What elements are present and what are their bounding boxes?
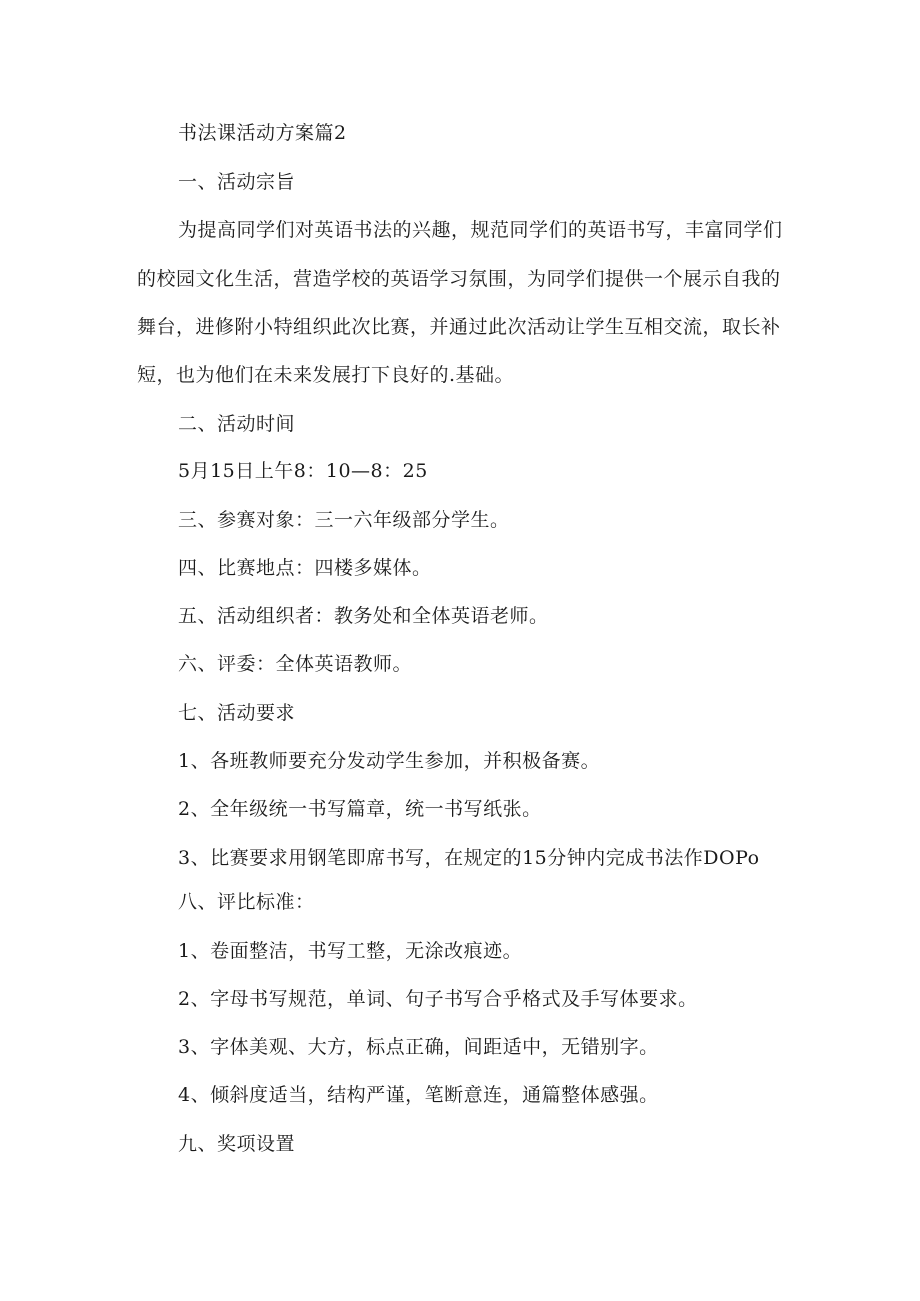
list-item: 2、字母书写规范，单词、句子书写合乎格式及手写体要求。 bbox=[178, 988, 698, 1010]
activity-time: 5月15日上午8：10—8：25 bbox=[178, 460, 428, 482]
section-judges: 六、评委：全体英语教师。 bbox=[178, 653, 413, 675]
list-item: 3、字体美观、大方，标点正确，间距适中，无错别字。 bbox=[178, 1036, 659, 1058]
document-title: 书法课活动方案篇2 bbox=[178, 122, 347, 144]
list-item: 2、全年级统一书写篇章，统一书写纸张。 bbox=[178, 798, 542, 820]
section-location: 四、比赛地点：四楼多媒体。 bbox=[178, 557, 432, 579]
section-heading-time: 二、活动时间 bbox=[178, 413, 296, 435]
list-item: 1、各班教师要充分发动学生参加，并积极备赛。 bbox=[178, 750, 601, 772]
section-participants: 三、参赛对象：三一六年级部分学生。 bbox=[178, 509, 510, 531]
section-heading-awards: 九、奖项设置 bbox=[178, 1133, 296, 1155]
section-heading-criteria: 八、评比标准： bbox=[178, 891, 315, 913]
paragraph-line: 舞台，进修附小特组织此次比赛，并通过此次活动让学生互相交流，取长补 bbox=[137, 316, 781, 338]
paragraph-line: 短，也为他们在未来发展打下良好的.基础。 bbox=[137, 364, 515, 386]
paragraph-line: 为提高同学们对英语书法的兴趣，规范同学们的英语书写，丰富同学们 bbox=[178, 219, 783, 241]
list-item: 1、卷面整洁，书写工整，无涂改痕迹。 bbox=[178, 940, 523, 962]
list-item: 4、倾斜度适当，结构严谨，笔断意连，通篇整体感强。 bbox=[178, 1084, 659, 1106]
section-heading-purpose: 一、活动宗旨 bbox=[178, 171, 296, 193]
paragraph-line: 的校园文化生活，营造学校的英语学习氛围，为同学们提供一个展示自我的 bbox=[137, 268, 781, 290]
section-organizers: 五、活动组织者：教务处和全体英语老师。 bbox=[178, 605, 549, 627]
section-heading-requirements: 七、活动要求 bbox=[178, 702, 296, 724]
list-item: 3、比赛要求用钢笔即席书写，在规定的15分钟内完成书法作DOPo bbox=[178, 847, 760, 869]
